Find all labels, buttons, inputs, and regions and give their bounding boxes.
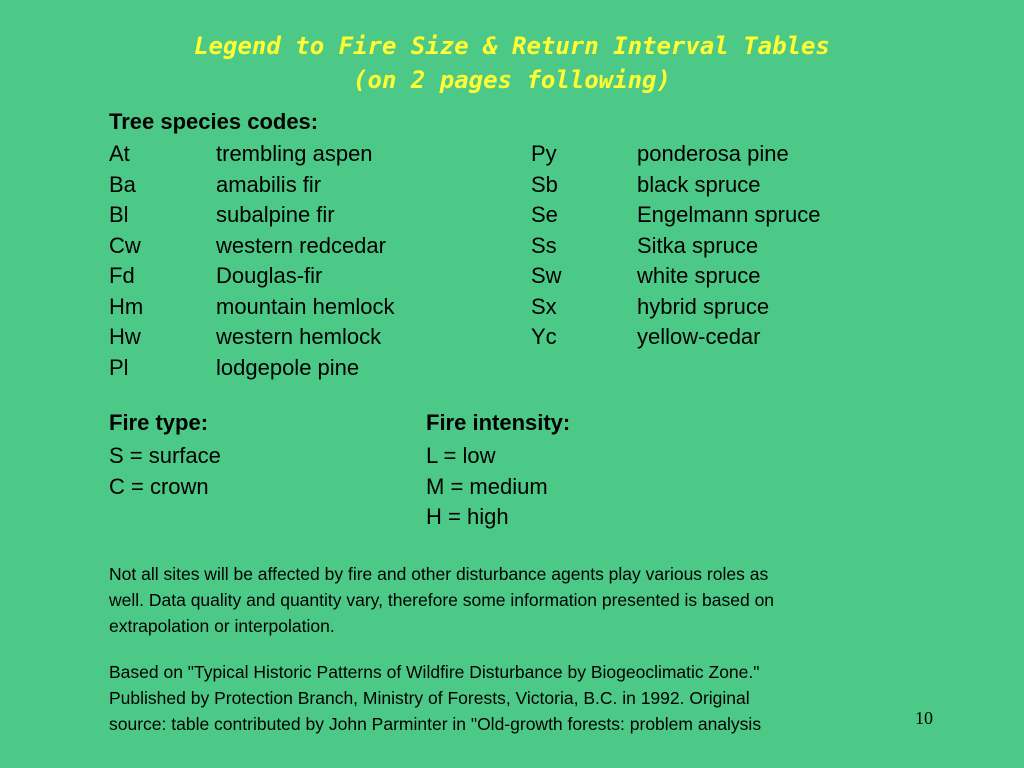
- species-name: amabilis fir: [216, 172, 322, 197]
- species-name: western hemlock: [216, 324, 382, 349]
- species-code: Se: [531, 202, 558, 227]
- page-number: 10: [915, 708, 933, 728]
- species-code: Sx: [531, 294, 557, 319]
- data-quality-note: [109, 561, 939, 639]
- slide-title-line-1: Legend to Fire Size & Return Interval Tables: [194, 32, 830, 60]
- species-name: black spruce: [637, 172, 761, 197]
- species-name: mountain hemlock: [216, 294, 395, 319]
- fire-intensity-item: H = high: [426, 504, 509, 529]
- species-name: subalpine fir: [216, 202, 335, 227]
- species-code: Py: [531, 141, 557, 166]
- fire-type-item: C = crown: [109, 474, 209, 499]
- species-name: white spruce: [637, 263, 761, 288]
- species-name: ponderosa pine: [637, 141, 789, 166]
- source-line: source: table contributed by John Parminter in "Old-growth forests: problem analysis: [109, 714, 762, 734]
- species-code: Cw: [109, 233, 141, 258]
- slide-title: [0, 29, 1024, 97]
- note-line: well. Data quality and quantity vary, therefore some information presented is based on: [109, 590, 775, 610]
- source-line: Published by Protection Branch, Ministry of Forests, Victoria, B.C. in 1992. Original: [109, 688, 750, 708]
- species-name: Sitka spruce: [637, 233, 759, 258]
- species-code: At: [109, 141, 130, 166]
- species-code: Sb: [531, 172, 558, 197]
- note-line: extrapolation or interpolation.: [109, 616, 335, 636]
- fire-intensity-item: M = medium: [426, 474, 548, 499]
- species-code: Fd: [109, 263, 135, 288]
- fire-type-heading: Fire type:: [109, 410, 209, 435]
- fire-intensity-heading: Fire intensity:: [426, 410, 571, 435]
- slide-title-line-2: (on 2 pages following): [353, 66, 671, 94]
- fire-intensity-item: L = low: [426, 443, 496, 468]
- species-code: Hw: [109, 324, 141, 349]
- source-citation: [109, 659, 939, 737]
- species-heading: Tree species codes:: [109, 109, 319, 134]
- species-name: Douglas-fir: [216, 263, 323, 288]
- species-code: Pl: [109, 355, 129, 380]
- species-name: trembling aspen: [216, 141, 373, 166]
- source-line: Based on "Typical Historic Patterns of Wildfire Disturbance by Biogeoclimatic Zone.": [109, 662, 760, 682]
- species-name: hybrid spruce: [637, 294, 770, 319]
- species-code: Bl: [109, 202, 129, 227]
- species-code: Yc: [531, 324, 557, 349]
- note-line: Not all sites will be affected by fire and other disturbance agents play various roles as: [109, 564, 769, 584]
- species-name: yellow-cedar: [637, 324, 761, 349]
- species-code: Ba: [109, 172, 136, 197]
- species-name: western redcedar: [216, 233, 386, 258]
- species-name: lodgepole pine: [216, 355, 360, 380]
- species-code: Hm: [109, 294, 144, 319]
- species-name: Engelmann spruce: [637, 202, 821, 227]
- species-code: Sw: [531, 263, 562, 288]
- species-code: Ss: [531, 233, 557, 258]
- fire-type-item: S = surface: [109, 443, 221, 468]
